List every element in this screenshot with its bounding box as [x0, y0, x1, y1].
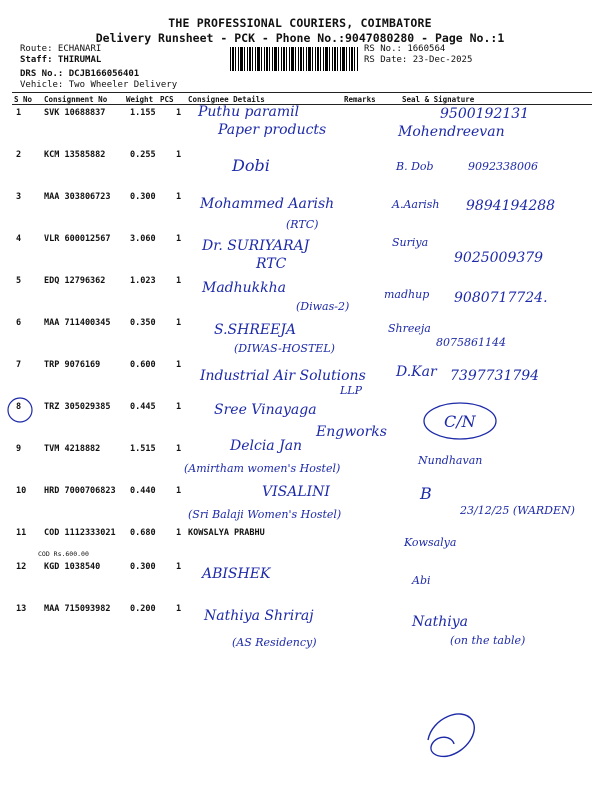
- row-consignment: COD 1112333021: [44, 528, 116, 538]
- handwritten-consignee-line2: Paper products: [218, 122, 327, 138]
- row-consignment: SVK 10688837: [44, 108, 106, 118]
- handwritten-phone: 9092338006: [468, 160, 538, 173]
- handwritten-phone: 8075861144: [436, 336, 506, 349]
- row-weight: 0.300: [130, 562, 156, 572]
- handwritten-consignee: Nathiya Shriraj: [204, 608, 314, 624]
- vehicle-label: Vehicle: Two Wheeler Delivery: [20, 80, 178, 90]
- handwritten-signature: D.Kar: [396, 364, 437, 380]
- handwritten-consignee: VISALINI: [262, 484, 330, 500]
- handwritten-signature-date: 23/12/25 (WARDEN): [460, 504, 575, 517]
- row-pcs: 1: [176, 562, 182, 572]
- table-row: [0, 438, 600, 484]
- handwritten-signature: B. Dob: [396, 160, 434, 173]
- handwritten-phone: 7397731794: [450, 368, 540, 384]
- row-consignment: KCM 13585882: [44, 150, 106, 160]
- header-divider-top: [12, 92, 592, 93]
- handwritten-signature: Shreeja: [388, 322, 431, 335]
- handwritten-consignee: Industrial Air Solutions: [200, 368, 366, 384]
- handwritten-phone: 9500192131: [440, 106, 530, 122]
- row-sno: 4: [16, 234, 22, 244]
- row-pcs: 1: [176, 192, 182, 202]
- runsheet-subtitle: Delivery Runsheet - PCK - Phone No.:9047080280 - Page No.:1: [95, 31, 505, 45]
- row-sno: 7: [16, 360, 22, 370]
- row-consignment: TVM 4218882: [44, 444, 101, 454]
- column-header-remarks: Remarks: [344, 95, 376, 104]
- row-weight: 0.600: [130, 360, 156, 370]
- company-title: THE PROFESSIONAL COURIERS, COIMBATORE: [168, 16, 432, 30]
- drs-number: DRS No.: DCJB166056401: [20, 69, 140, 79]
- handwritten-consignee: S.SHREEJA: [214, 322, 297, 338]
- route-label: Route: ECHANARI: [20, 44, 102, 54]
- row-sno: 5: [16, 276, 22, 286]
- handwritten-consignee-line2: LLP: [340, 384, 363, 397]
- handwritten-signature: Nathiya: [412, 614, 468, 630]
- handwritten-consignee: Dr. SURIYARAJ: [202, 238, 310, 254]
- handwritten-signature: Abi: [412, 574, 431, 587]
- handwritten-consignee: Mohammed Aarish: [200, 196, 335, 212]
- row-sno: 1: [16, 108, 22, 118]
- row-weight: 0.440: [130, 486, 156, 496]
- row-sno: 13: [16, 604, 27, 614]
- row-consignee-printed: KOWSALYA PRABHU: [188, 528, 265, 538]
- row-weight: 0.300: [130, 192, 156, 202]
- column-header-consignee: Consignee Details: [188, 95, 265, 104]
- column-header-pcs: PCS: [160, 95, 174, 104]
- handwritten-signature: C/N: [444, 412, 476, 431]
- row-sno: 12: [16, 562, 27, 572]
- handwritten-consignee-line2: (RTC): [286, 218, 319, 231]
- handwritten-consignee: Dobi: [232, 156, 270, 175]
- header-divider-bottom: [12, 104, 592, 105]
- table-row: [0, 318, 600, 358]
- row-weight: 0.200: [130, 604, 156, 614]
- handwritten-signature: madhup: [384, 288, 430, 301]
- rs-date: RS Date: 23-Dec-2025: [364, 55, 473, 65]
- row-sno: 10: [16, 486, 27, 496]
- row-consignment: KGD 1038540: [44, 562, 101, 572]
- handwritten-consignee-line2: Engworks: [316, 424, 387, 440]
- row-consignment: VLR 600012567: [44, 234, 111, 244]
- row-pcs: 1: [176, 486, 182, 496]
- row-weight: 1.023: [130, 276, 156, 286]
- handwritten-consignee: Delcia Jan: [230, 438, 303, 454]
- handwritten-consignee: Sree Vinayaga: [214, 402, 317, 418]
- row-weight: 0.255: [130, 150, 156, 160]
- row-pcs: 1: [176, 360, 182, 370]
- row-consignment: EDQ 12796362: [44, 276, 106, 286]
- table-row: [0, 562, 600, 602]
- handwritten-phone: 9894194288: [466, 198, 556, 214]
- row-consignment: TRP 9076169: [44, 360, 101, 370]
- handwritten-consignee-line2: (Diwas-2): [296, 300, 350, 313]
- handwritten-consignee: Madhukkha: [202, 280, 287, 296]
- row-weight: 0.350: [130, 318, 156, 328]
- row-weight: 1.155: [130, 108, 156, 118]
- handwritten-signature: Kowsalya: [404, 536, 457, 549]
- table-row: [0, 234, 600, 274]
- handwritten-phone: 9080717724.: [454, 290, 548, 306]
- row-pcs: 1: [176, 604, 182, 614]
- handwritten-consignee-line2: (AS Residency): [232, 636, 317, 649]
- row-weight: 0.680: [130, 528, 156, 538]
- row-pcs: 1: [176, 318, 182, 328]
- row-consignment: TRZ 305029385: [44, 402, 111, 412]
- handwritten-consignee: ABISHEK: [202, 566, 271, 582]
- table-row: [0, 150, 600, 190]
- column-header-signature: Seal & Signature: [402, 95, 475, 104]
- barcode-image: [230, 47, 358, 71]
- row-sno: 3: [16, 192, 22, 202]
- row-pcs: 1: [176, 444, 182, 454]
- table-row: [0, 604, 600, 649]
- row-pcs: 1: [176, 108, 182, 118]
- row-sno: 6: [16, 318, 22, 328]
- table-row: [0, 486, 600, 526]
- handwritten-signature: Nundhavan: [418, 454, 483, 467]
- handwritten-signature: Mohendreevan: [398, 124, 505, 140]
- handwritten-signature-note: (on the table): [450, 634, 526, 647]
- table-row: [0, 192, 600, 232]
- row-pcs: 1: [176, 150, 182, 160]
- handwritten-signature: A.Aarish: [392, 198, 440, 211]
- handwritten-signature: Suriya: [392, 236, 429, 249]
- row-pcs: 1: [176, 276, 182, 286]
- staff-label: Staff: THIRUMAL: [20, 55, 102, 65]
- handwritten-consignee: Puthu paramil: [198, 104, 300, 120]
- bottom-scribble-mark: [418, 700, 482, 764]
- row-consignment: MAA 303806723: [44, 192, 111, 202]
- row-sno: 8: [16, 402, 22, 412]
- table-row: [0, 402, 600, 442]
- row-consignment: HRD 7000706823: [44, 486, 116, 496]
- column-header-weight: Weight: [126, 95, 154, 104]
- row-consignment: MAA 711400345: [44, 318, 111, 328]
- table-row: [0, 360, 600, 400]
- row-weight: 0.445: [130, 402, 156, 412]
- column-header-sno: S No: [14, 95, 33, 104]
- handwritten-signature: B: [420, 484, 432, 503]
- table-row: [0, 276, 600, 316]
- row-sno: 11: [16, 528, 27, 538]
- table-row: [0, 104, 600, 148]
- row-consignment: MAA 715093982: [44, 604, 111, 614]
- row-pcs: 1: [176, 402, 182, 412]
- cod-amount: COD Rs.600.00: [38, 550, 89, 558]
- row-sno: 9: [16, 444, 22, 454]
- handwritten-consignee-line2: (Sri Balaji Women's Hostel): [188, 508, 342, 521]
- rs-number: RS No.: 1660564: [364, 44, 446, 54]
- row-pcs: 1: [176, 528, 182, 538]
- handwritten-consignee-line2: RTC: [256, 256, 287, 272]
- handwritten-phone: 9025009379: [454, 250, 544, 266]
- handwritten-consignee-line2: (Amirtham women's Hostel): [184, 462, 341, 475]
- handwritten-consignee-line2: (DIWAS-HOSTEL): [234, 342, 335, 355]
- column-header-consignment: Consignment No: [44, 95, 108, 104]
- row-weight: 1.515: [130, 444, 156, 454]
- row-pcs: 1: [176, 234, 182, 244]
- row-sno: 2: [16, 150, 22, 160]
- row-weight: 3.060: [130, 234, 156, 244]
